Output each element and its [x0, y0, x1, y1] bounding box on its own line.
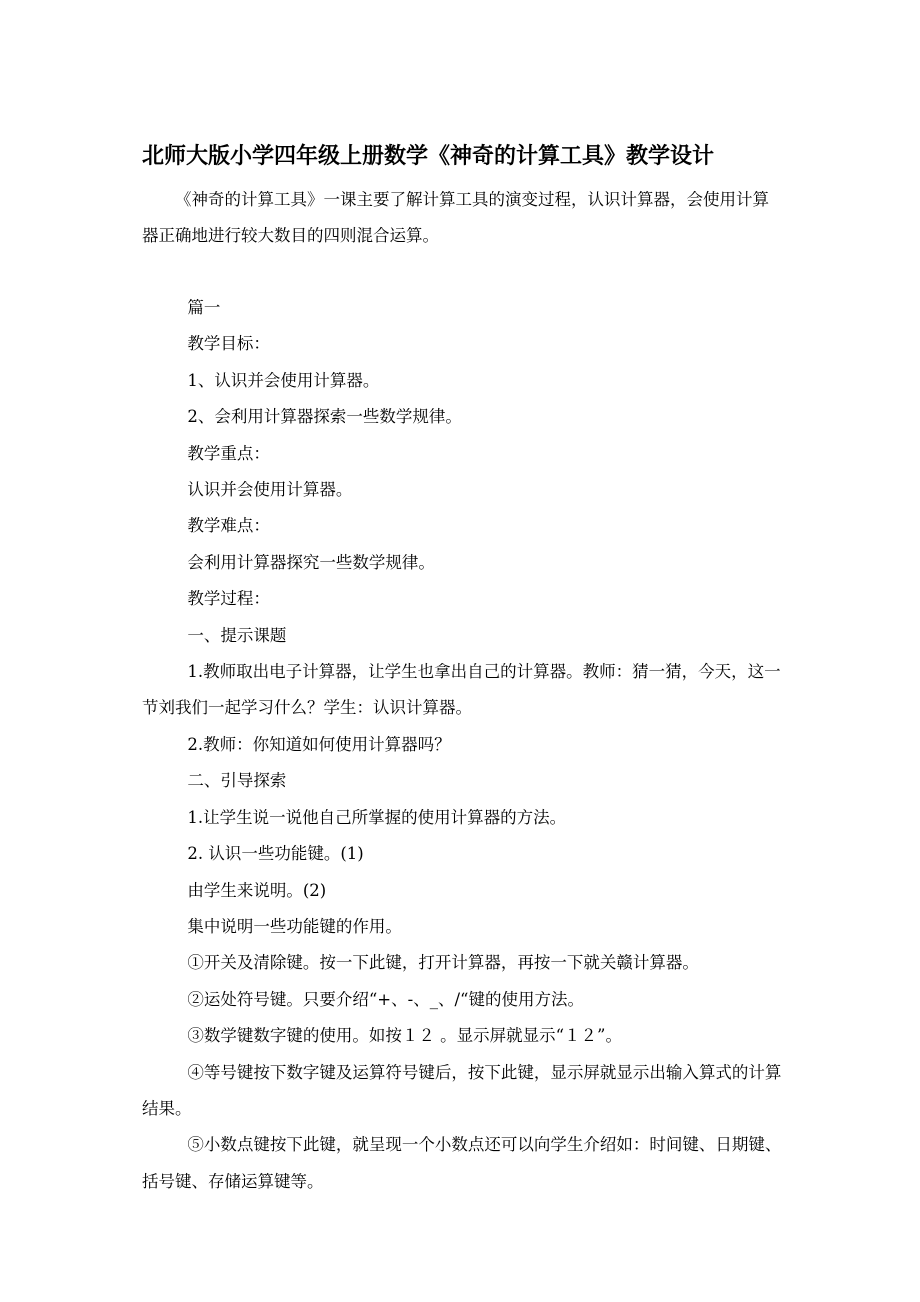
difficulty-text: 会利用计算器探究一些数学规律。 [187, 552, 435, 572]
heading-process: 教学过程： [187, 589, 270, 609]
process-paragraph: 1.教师取出电子计算器，让学生也拿出自己的计算器。教师：猜一猜，今天，这一节刘我们一起学习什么？学生：认识计算器。 [142, 662, 781, 718]
process-paragraph: 2. 认识一些功能键。(1) [187, 844, 364, 864]
heading-difficulties: 教学难点： [187, 516, 270, 536]
function-key-item: ①开关及清除键。按一下此键，打开计算器，再按一下就关赣计算器。 [187, 953, 699, 973]
intro-paragraph: 《神奇的计算工具》一课主要了解计算工具的演变过程，认识计算器，会使用计算器正确地进行较大数目的四则混合运算。 [142, 190, 769, 245]
heading-objectives: 教学目标： [187, 334, 270, 354]
process-paragraph: 集中说明一些功能键的作用。 [187, 916, 402, 936]
intro-section [142, 182, 784, 254]
document-title: 北师大版小学四年级上册数学《神奇的计算工具》教学设计 [142, 144, 715, 169]
function-key-item: ②运处符号键。只要介绍“+、-、_、/“键的使用方法。 [187, 989, 584, 1009]
objective-item: 2、会利用计算器探索一些数学规律。 [187, 407, 462, 427]
key-point-text: 认识并会使用计算器。 [187, 480, 353, 500]
body-section [142, 290, 784, 1200]
function-key-item: ④等号键按下数字键及运算符号键后，按下此键，显示屏就显示出输入算式的计算结果。 [142, 1062, 782, 1118]
process-paragraph: 由学生来说明。(2) [187, 880, 327, 900]
process-step-heading: 一、提示课题 [187, 625, 287, 645]
process-paragraph: 2.教师：你知道如何使用计算器吗？ [187, 734, 451, 754]
function-key-item: ③数学键数字键的使用。如按１２ 。显示屏就显示“１２”。 [187, 1026, 622, 1046]
section-label: 篇一 [187, 298, 221, 317]
process-step-heading: 二、引导探索 [187, 771, 287, 791]
objective-item: 1、认识并会使用计算器。 [187, 370, 380, 390]
function-key-item: ⑤小数点键按下此键，就呈现一个小数点还可以向学生介绍如：时间键、日期键、括号键、存储运算键等。 [142, 1135, 782, 1191]
heading-key-points: 教学重点： [187, 443, 270, 463]
process-paragraph: 1.让学生说一说他自己所掌握的使用计算器的方法。 [187, 807, 567, 827]
